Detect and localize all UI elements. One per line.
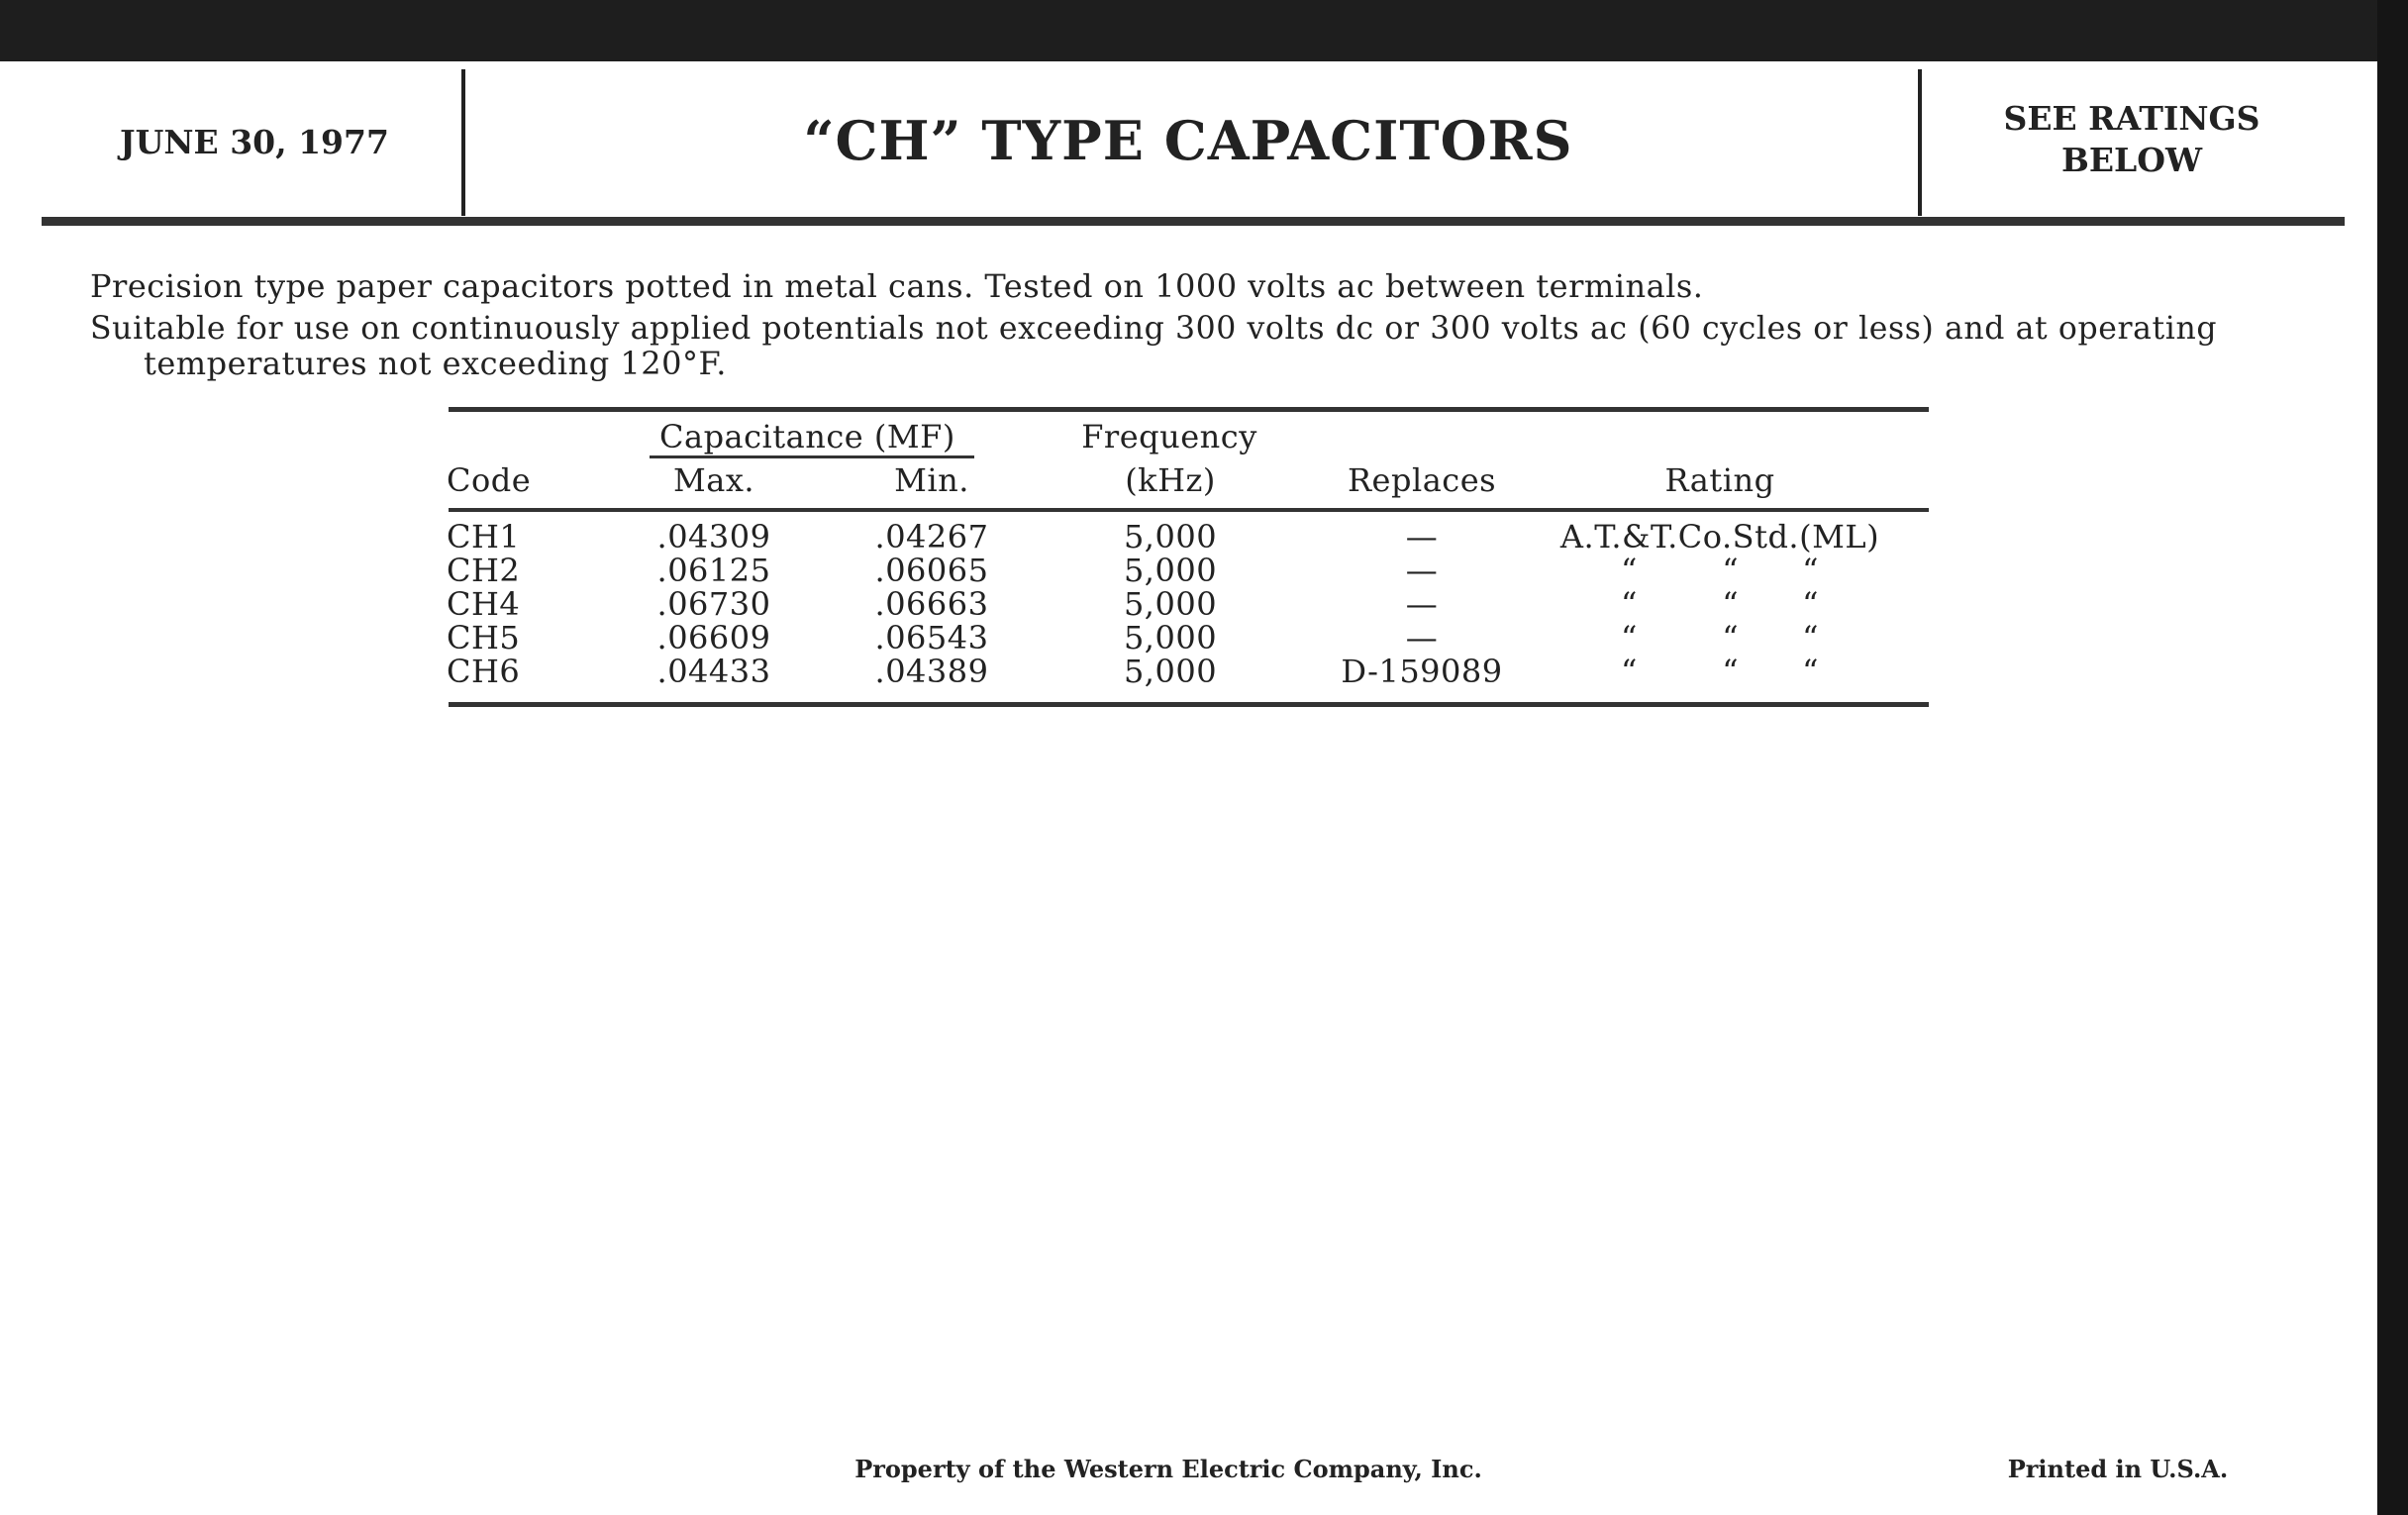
- cell-min: .06663: [874, 585, 989, 623]
- description-line-1: Precision type paper capacitors potted in metal cans. Tested on 1000 volts ac between terminals.: [90, 267, 1704, 305]
- cell-max: .06609: [656, 619, 771, 656]
- frequency-header: Frequency: [1081, 418, 1257, 455]
- footer-printed: Printed in U.S.A.: [2007, 1455, 2229, 1483]
- cell-min: .04267: [874, 518, 989, 556]
- column-header-rating: Rating: [1664, 461, 1775, 499]
- cell-frequency: 5,000: [1123, 552, 1218, 589]
- cell-replaces: D-159089: [1341, 653, 1503, 690]
- column-header-replaces: Replaces: [1347, 461, 1497, 499]
- cell-code: CH5: [447, 619, 521, 656]
- header-rule: [42, 217, 2345, 226]
- column-header-khz: (kHz): [1125, 461, 1216, 499]
- column-header-min: Min.: [894, 461, 969, 499]
- cell-replaces: —: [1405, 619, 1439, 656]
- cell-frequency: 5,000: [1123, 653, 1218, 690]
- scan-edge: [2377, 0, 2408, 1515]
- column-header-max: Max.: [672, 461, 755, 499]
- capacitance-group-underline: [650, 455, 974, 458]
- description-line-3: temperatures not exceeding 120°F.: [144, 345, 727, 382]
- cell-code: CH6: [447, 653, 521, 690]
- column-header-code: Code: [447, 461, 532, 499]
- cell-max: .06730: [656, 585, 771, 623]
- header-divider-left: [461, 69, 465, 216]
- description-line-2: Suitable for use on continuously applied potentials not exceeding 300 volts dc or 300 volts ac (60 cycles or less) and at operating: [90, 311, 2218, 347]
- cell-min: .04389: [874, 653, 989, 690]
- table-top-rule: [449, 407, 1929, 412]
- cell-rating: “ “ “: [1621, 585, 1819, 623]
- cell-min: .06065: [874, 552, 989, 589]
- ratings-note-line1: SEE RATINGS: [2003, 99, 2260, 138]
- header-divider-right: [1918, 69, 1922, 216]
- table-bottom-rule: [449, 702, 1929, 707]
- date: JUNE 30, 1977: [120, 123, 389, 161]
- cell-replaces: —: [1405, 552, 1439, 589]
- cell-replaces: —: [1405, 518, 1439, 556]
- ratings-note-line2: BELOW: [2060, 141, 2203, 179]
- cell-code: CH4: [447, 585, 521, 623]
- cell-rating: “ “ “: [1621, 619, 1819, 656]
- capacitance-group-header: Capacitance (MF): [659, 418, 955, 455]
- cell-rating: “ “ “: [1621, 552, 1819, 589]
- cell-rating: A.T.&T.Co.Std.(ML): [1559, 518, 1880, 556]
- cell-rating: “ “ “: [1621, 653, 1819, 690]
- cell-frequency: 5,000: [1123, 619, 1218, 656]
- footer-property: Property of the Western Electric Company, Inc.: [854, 1455, 1482, 1483]
- cell-frequency: 5,000: [1123, 585, 1218, 623]
- cell-code: CH2: [447, 552, 521, 589]
- cell-code: CH1: [447, 518, 521, 556]
- cell-max: .06125: [656, 552, 771, 589]
- cell-frequency: 5,000: [1123, 518, 1218, 556]
- table-header-rule: [449, 508, 1929, 512]
- page-title: “CH” TYPE CAPACITORS: [803, 109, 1573, 172]
- cell-replaces: —: [1405, 585, 1439, 623]
- cell-max: .04433: [656, 653, 771, 690]
- cell-max: .04309: [656, 518, 771, 556]
- cell-min: .06543: [874, 619, 989, 656]
